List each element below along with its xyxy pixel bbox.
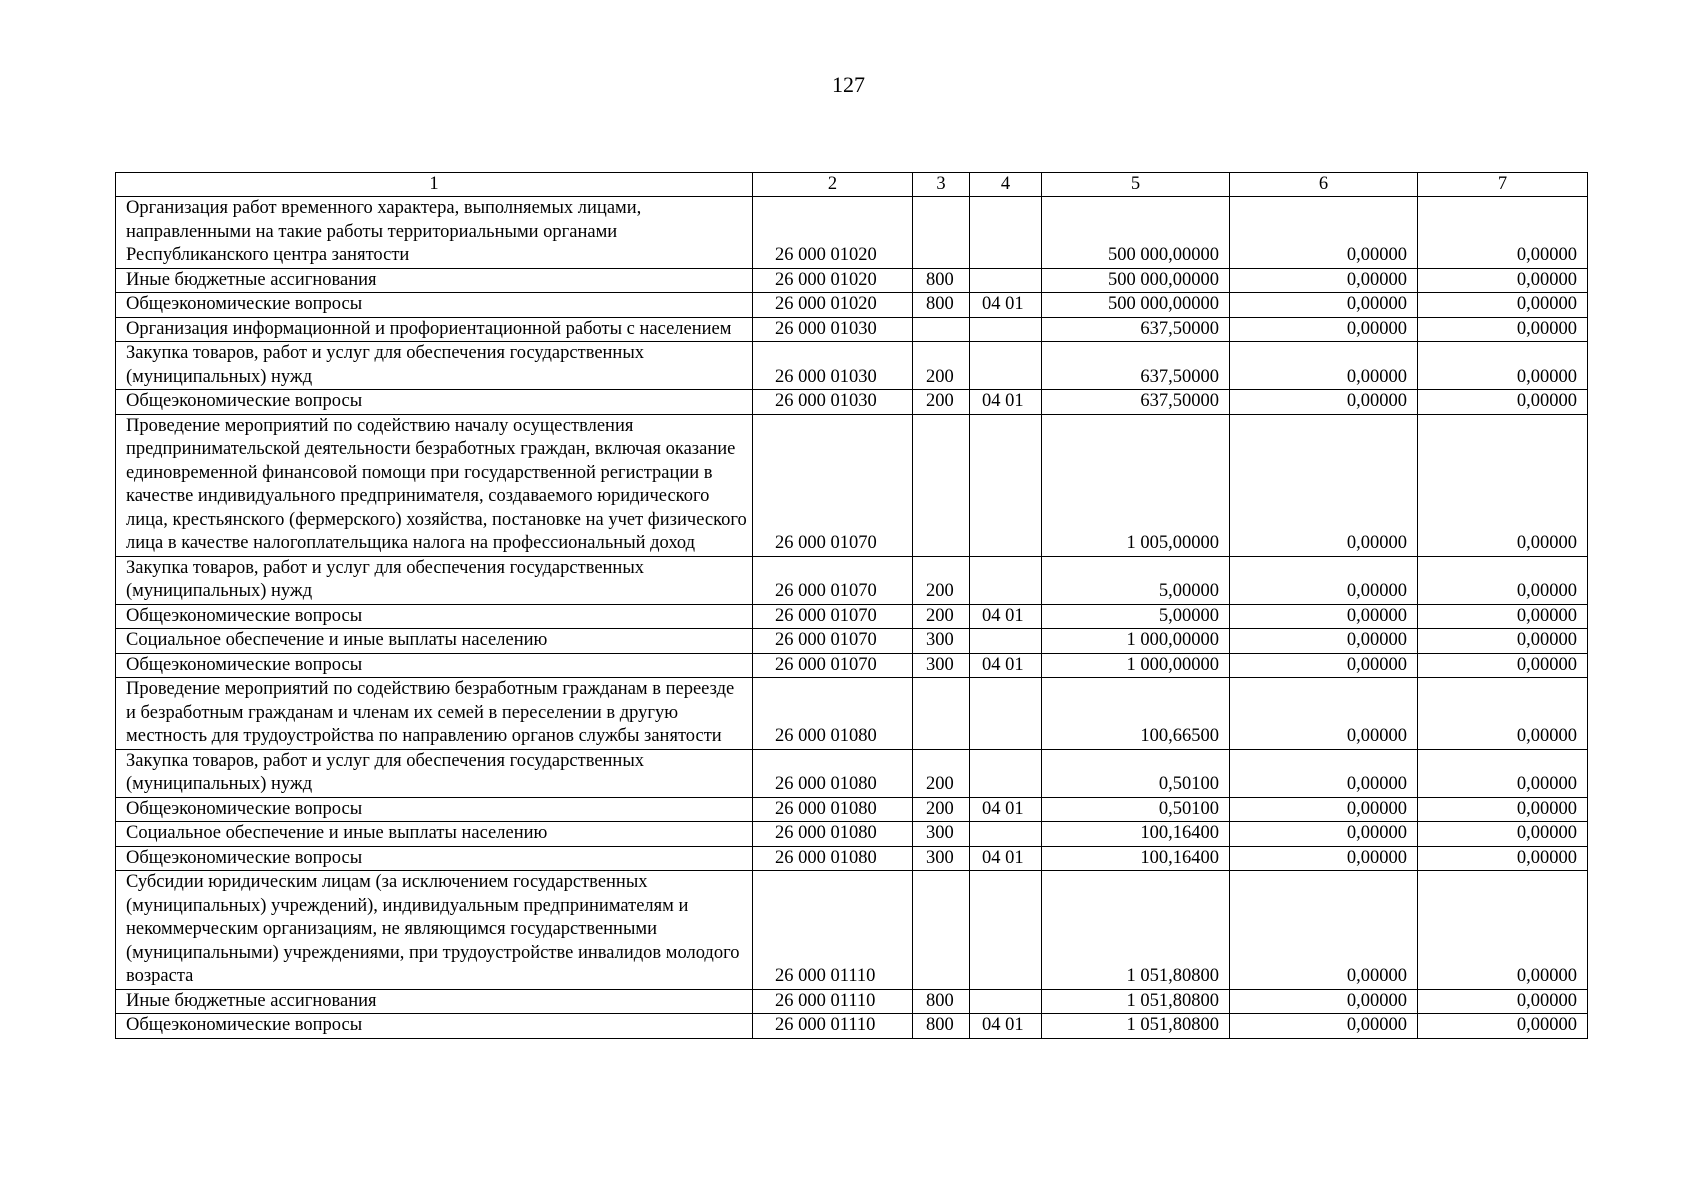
row-name-cell: Общеэкономические вопросы — [116, 604, 753, 629]
expense-type-cell: 300 — [913, 846, 970, 871]
amount-col6-cell: 0,00000 — [1230, 1014, 1418, 1039]
table-row — [116, 797, 1588, 822]
section-code-cell — [970, 197, 1042, 269]
row-name-cell: Закупка товаров, работ и услуг для обеспечения государственных (муниципальных) нужд — [116, 749, 753, 797]
section-code-cell — [970, 678, 1042, 750]
amount-col7-cell: 0,00000 — [1418, 871, 1588, 990]
amount-col7-cell: 0,00000 — [1418, 749, 1588, 797]
target-code-cell: 26 000 01070 — [753, 629, 913, 654]
amount-col6-cell: 0,00000 — [1230, 342, 1418, 390]
table-row — [116, 749, 1588, 797]
amount-col7-cell: 0,00000 — [1418, 197, 1588, 269]
amount-col7-cell: 0,00000 — [1418, 268, 1588, 293]
amount-col6-cell: 0,00000 — [1230, 989, 1418, 1014]
row-name-cell: Субсидии юридическим лицам (за исключением государственных (муниципальных) учреждений), индивидуальным предпринимателям и некоммерческим организациям, не являющимся государственными (муниципальными) учреждениями, при трудоустройстве инвалидов молодого возраста — [116, 871, 753, 990]
amount-col6-cell: 0,00000 — [1230, 653, 1418, 678]
column-header: 6 — [1230, 173, 1418, 197]
section-code-cell — [970, 749, 1042, 797]
amount-col6-cell: 0,00000 — [1230, 749, 1418, 797]
amount-col5-cell: 500 000,00000 — [1042, 293, 1230, 318]
section-code-cell — [970, 414, 1042, 556]
column-number-row — [116, 173, 1588, 197]
amount-col6-cell: 0,00000 — [1230, 678, 1418, 750]
amount-col7-cell: 0,00000 — [1418, 653, 1588, 678]
amount-col6-cell: 0,00000 — [1230, 197, 1418, 269]
row-name-cell: Общеэкономические вопросы — [116, 846, 753, 871]
amount-col7-cell: 0,00000 — [1418, 989, 1588, 1014]
amount-col6-cell: 0,00000 — [1230, 822, 1418, 847]
amount-col5-cell: 1 000,00000 — [1042, 653, 1230, 678]
budget-table — [115, 172, 1588, 1039]
target-code-cell: 26 000 01020 — [753, 268, 913, 293]
column-header: 2 — [753, 173, 913, 197]
amount-col5-cell: 5,00000 — [1042, 556, 1230, 604]
expense-type-cell — [913, 678, 970, 750]
table-row — [116, 556, 1588, 604]
row-name-cell: Общеэкономические вопросы — [116, 797, 753, 822]
row-name-cell: Закупка товаров, работ и услуг для обеспечения государственных (муниципальных) нужд — [116, 342, 753, 390]
expense-type-cell: 800 — [913, 268, 970, 293]
amount-col6-cell: 0,00000 — [1230, 293, 1418, 318]
target-code-cell: 26 000 01080 — [753, 822, 913, 847]
section-code-cell: 04 01 — [970, 846, 1042, 871]
section-code-cell — [970, 989, 1042, 1014]
amount-col6-cell: 0,00000 — [1230, 871, 1418, 990]
row-name-cell: Проведение мероприятий по содействию началу осуществления предпринимательской деятельности безработных граждан, включая оказание единовременной финансовой помощи при государственной регистрации в качестве индивидуального предпринимателя, создаваемого юридического лица, крестьянского (фермерского) хозяйства, постановке на учет физического лица в качестве налогоплательщика налога на профессиональный доход — [116, 414, 753, 556]
target-code-cell: 26 000 01080 — [753, 797, 913, 822]
table-row — [116, 197, 1588, 269]
amount-col7-cell: 0,00000 — [1418, 797, 1588, 822]
amount-col6-cell: 0,00000 — [1230, 414, 1418, 556]
column-header: 3 — [913, 173, 970, 197]
amount-col5-cell: 0,50100 — [1042, 797, 1230, 822]
amount-col5-cell: 637,50000 — [1042, 342, 1230, 390]
table-row — [116, 414, 1588, 556]
target-code-cell: 26 000 01110 — [753, 989, 913, 1014]
expense-type-cell: 200 — [913, 342, 970, 390]
target-code-cell: 26 000 01080 — [753, 749, 913, 797]
target-code-cell: 26 000 01080 — [753, 846, 913, 871]
amount-col5-cell: 500 000,00000 — [1042, 197, 1230, 269]
expense-type-cell: 200 — [913, 797, 970, 822]
table-row — [116, 390, 1588, 415]
column-header: 4 — [970, 173, 1042, 197]
expense-type-cell — [913, 197, 970, 269]
section-code-cell: 04 01 — [970, 293, 1042, 318]
row-name-cell: Общеэкономические вопросы — [116, 293, 753, 318]
table-row — [116, 846, 1588, 871]
target-code-cell: 26 000 01080 — [753, 678, 913, 750]
amount-col5-cell: 100,66500 — [1042, 678, 1230, 750]
section-code-cell: 04 01 — [970, 1014, 1042, 1039]
target-code-cell: 26 000 01030 — [753, 342, 913, 390]
expense-type-cell: 300 — [913, 653, 970, 678]
amount-col7-cell: 0,00000 — [1418, 317, 1588, 342]
amount-col5-cell: 1 005,00000 — [1042, 414, 1230, 556]
amount-col5-cell: 1 051,80800 — [1042, 871, 1230, 990]
section-code-cell — [970, 629, 1042, 654]
row-name-cell: Иные бюджетные ассигнования — [116, 989, 753, 1014]
amount-col7-cell: 0,00000 — [1418, 414, 1588, 556]
column-header: 7 — [1418, 173, 1588, 197]
amount-col6-cell: 0,00000 — [1230, 556, 1418, 604]
row-name-cell: Организация работ временного характера, выполняемых лицами, направленными на такие работы территориальными органами Республиканского центра занятости — [116, 197, 753, 269]
target-code-cell: 26 000 01070 — [753, 556, 913, 604]
section-code-cell — [970, 556, 1042, 604]
table-row — [116, 1014, 1588, 1039]
expense-type-cell: 200 — [913, 556, 970, 604]
table-row — [116, 871, 1588, 990]
row-name-cell: Закупка товаров, работ и услуг для обеспечения государственных (муниципальных) нужд — [116, 556, 753, 604]
amount-col7-cell: 0,00000 — [1418, 822, 1588, 847]
amount-col6-cell: 0,00000 — [1230, 317, 1418, 342]
amount-col7-cell: 0,00000 — [1418, 846, 1588, 871]
section-code-cell — [970, 317, 1042, 342]
amount-col5-cell: 637,50000 — [1042, 317, 1230, 342]
expense-type-cell: 300 — [913, 822, 970, 847]
amount-col7-cell: 0,00000 — [1418, 629, 1588, 654]
target-code-cell: 26 000 01110 — [753, 871, 913, 990]
amount-col7-cell: 0,00000 — [1418, 293, 1588, 318]
column-header: 1 — [116, 173, 753, 197]
target-code-cell: 26 000 01020 — [753, 293, 913, 318]
expense-type-cell — [913, 317, 970, 342]
amount-col5-cell: 100,16400 — [1042, 846, 1230, 871]
page-number: 127 — [832, 72, 865, 97]
table-row — [116, 653, 1588, 678]
expense-type-cell: 800 — [913, 989, 970, 1014]
amount-col5-cell: 100,16400 — [1042, 822, 1230, 847]
amount-col6-cell: 0,00000 — [1230, 629, 1418, 654]
section-code-cell — [970, 268, 1042, 293]
amount-col7-cell: 0,00000 — [1418, 604, 1588, 629]
section-code-cell: 04 01 — [970, 390, 1042, 415]
target-code-cell: 26 000 01030 — [753, 317, 913, 342]
amount-col5-cell: 0,50100 — [1042, 749, 1230, 797]
table-row — [116, 268, 1588, 293]
table-row — [116, 629, 1588, 654]
amount-col5-cell: 1 000,00000 — [1042, 629, 1230, 654]
target-code-cell: 26 000 01110 — [753, 1014, 913, 1039]
amount-col5-cell: 1 051,80800 — [1042, 989, 1230, 1014]
row-name-cell: Социальное обеспечение и иные выплаты населению — [116, 629, 753, 654]
row-name-cell: Социальное обеспечение и иные выплаты населению — [116, 822, 753, 847]
target-code-cell: 26 000 01070 — [753, 414, 913, 556]
table-row — [116, 822, 1588, 847]
section-code-cell: 04 01 — [970, 797, 1042, 822]
row-name-cell: Общеэкономические вопросы — [116, 1014, 753, 1039]
table-row — [116, 293, 1588, 318]
row-name-cell: Организация информационной и профориентационной работы с населением — [116, 317, 753, 342]
section-code-cell — [970, 342, 1042, 390]
section-code-cell: 04 01 — [970, 604, 1042, 629]
table-row — [116, 989, 1588, 1014]
expense-type-cell: 800 — [913, 1014, 970, 1039]
table-row — [116, 604, 1588, 629]
amount-col6-cell: 0,00000 — [1230, 846, 1418, 871]
expense-type-cell — [913, 871, 970, 990]
table-row — [116, 678, 1588, 750]
target-code-cell: 26 000 01070 — [753, 653, 913, 678]
table-row — [116, 342, 1588, 390]
row-name-cell: Общеэкономические вопросы — [116, 390, 753, 415]
section-code-cell — [970, 822, 1042, 847]
target-code-cell: 26 000 01070 — [753, 604, 913, 629]
section-code-cell: 04 01 — [970, 653, 1042, 678]
row-name-cell: Иные бюджетные ассигнования — [116, 268, 753, 293]
expense-type-cell: 200 — [913, 390, 970, 415]
expense-type-cell — [913, 414, 970, 556]
expense-type-cell: 300 — [913, 629, 970, 654]
amount-col7-cell: 0,00000 — [1418, 678, 1588, 750]
expense-type-cell: 200 — [913, 604, 970, 629]
amount-col6-cell: 0,00000 — [1230, 390, 1418, 415]
amount-col5-cell: 500 000,00000 — [1042, 268, 1230, 293]
amount-col5-cell: 637,50000 — [1042, 390, 1230, 415]
amount-col5-cell: 5,00000 — [1042, 604, 1230, 629]
column-header: 5 — [1042, 173, 1230, 197]
amount-col7-cell: 0,00000 — [1418, 390, 1588, 415]
table-row — [116, 317, 1588, 342]
amount-col6-cell: 0,00000 — [1230, 797, 1418, 822]
target-code-cell: 26 000 01020 — [753, 197, 913, 269]
amount-col7-cell: 0,00000 — [1418, 342, 1588, 390]
section-code-cell — [970, 871, 1042, 990]
row-name-cell: Проведение мероприятий по содействию безработным гражданам в переезде и безработным гражданам и членам их семей в переселении в другую местность для трудоустройства по направлению органов службы занятости — [116, 678, 753, 750]
row-name-cell: Общеэкономические вопросы — [116, 653, 753, 678]
amount-col5-cell: 1 051,80800 — [1042, 1014, 1230, 1039]
expense-type-cell: 800 — [913, 293, 970, 318]
amount-col6-cell: 0,00000 — [1230, 268, 1418, 293]
table-body — [116, 173, 1588, 1039]
amount-col7-cell: 0,00000 — [1418, 556, 1588, 604]
target-code-cell: 26 000 01030 — [753, 390, 913, 415]
expense-type-cell: 200 — [913, 749, 970, 797]
amount-col7-cell: 0,00000 — [1418, 1014, 1588, 1039]
amount-col6-cell: 0,00000 — [1230, 604, 1418, 629]
